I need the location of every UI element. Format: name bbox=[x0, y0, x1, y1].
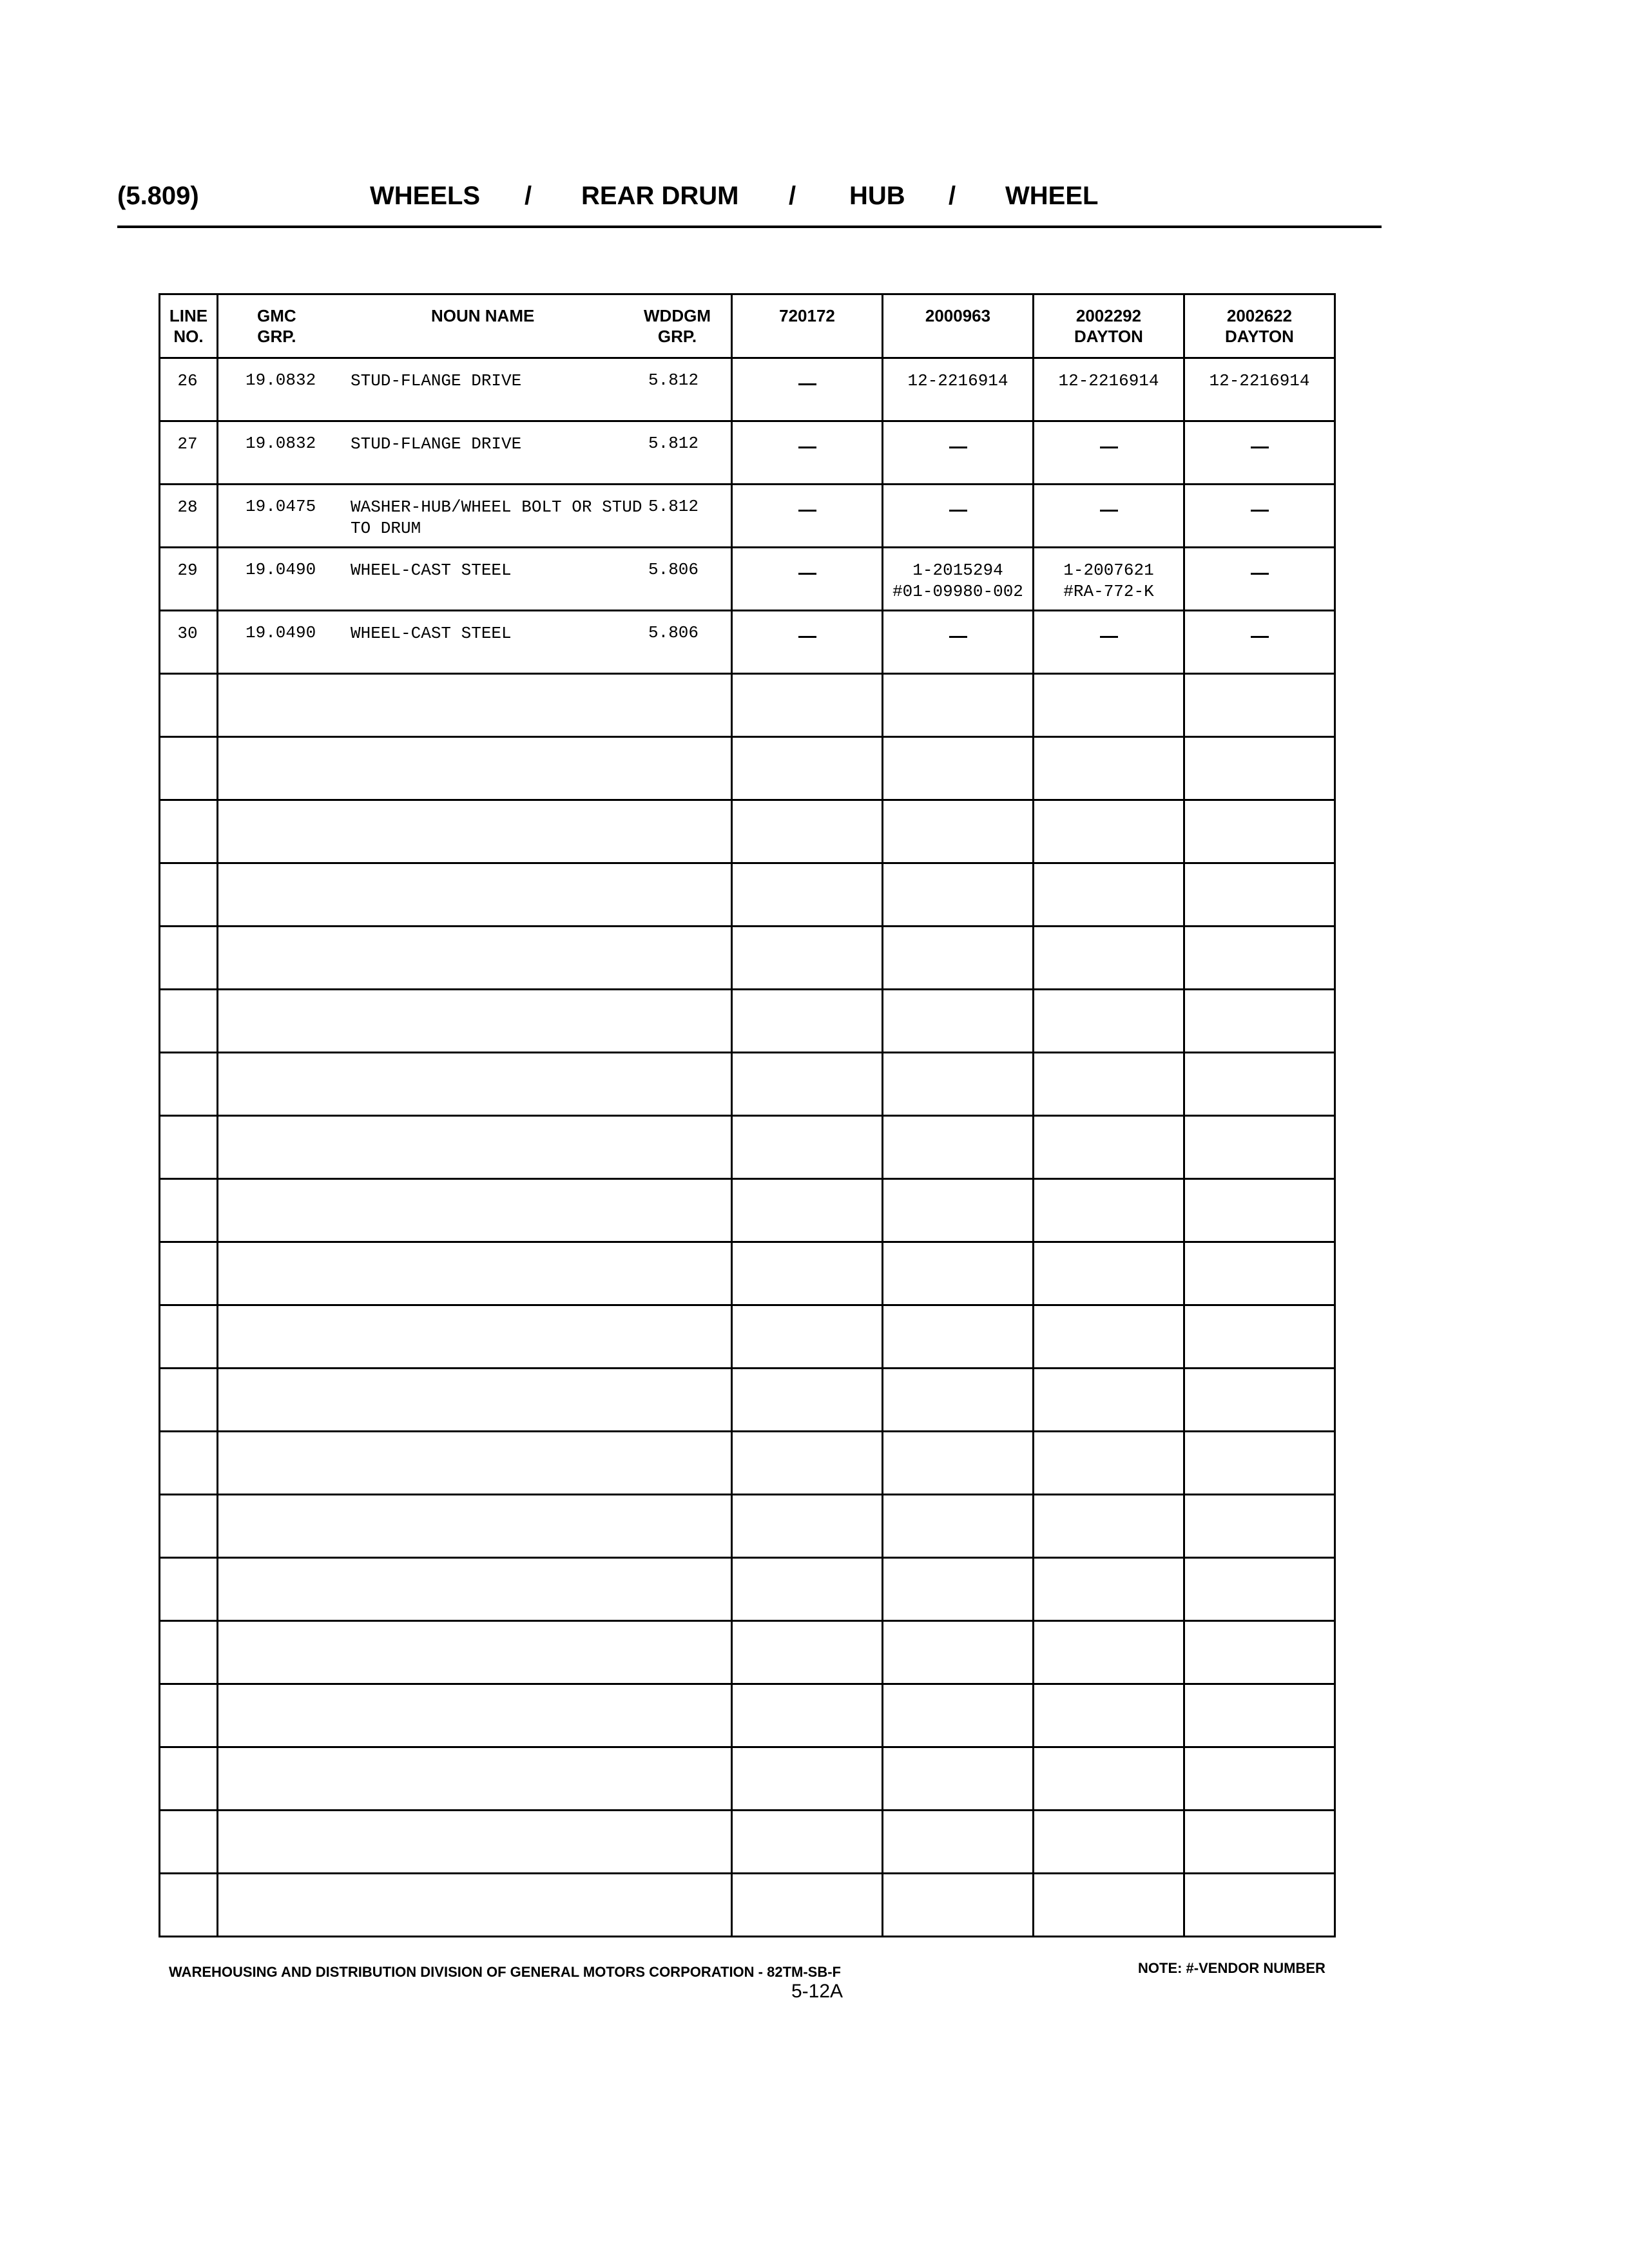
empty-cell bbox=[883, 737, 1034, 800]
table-row bbox=[160, 1116, 1335, 1179]
col-description-group bbox=[218, 294, 732, 358]
not-applicable-dash bbox=[1251, 510, 1269, 512]
empty-cell bbox=[160, 737, 218, 800]
title-wheels: WHEELS bbox=[370, 182, 481, 210]
empty-cell bbox=[883, 1684, 1034, 1747]
table-row bbox=[160, 611, 1335, 674]
empty-cell bbox=[732, 927, 883, 990]
empty-cell bbox=[1034, 990, 1184, 1053]
wddgm-group: 5.812 bbox=[648, 497, 699, 516]
part-number-c4 bbox=[1184, 421, 1335, 485]
noun-name: STUD-FLANGE DRIVE bbox=[351, 434, 522, 454]
table-row bbox=[160, 1684, 1335, 1747]
empty-cell bbox=[1184, 1495, 1335, 1558]
wddgm-group: 5.806 bbox=[648, 560, 699, 579]
empty-cell bbox=[218, 1558, 732, 1621]
table-row bbox=[160, 1179, 1335, 1242]
gmc-group: 19.0832 bbox=[246, 434, 316, 453]
part-number-c3 bbox=[1034, 485, 1184, 548]
empty-cell bbox=[160, 1684, 218, 1747]
wddgm-group: 5.812 bbox=[648, 434, 699, 453]
empty-cell bbox=[1034, 737, 1184, 800]
empty-cell bbox=[1034, 1621, 1184, 1684]
col-2002292-dayton: 2002292 DAYTON bbox=[1034, 294, 1184, 358]
table-row bbox=[160, 1369, 1335, 1432]
footer-publisher: WAREHOUSING AND DISTRIBUTION DIVISION OF GENERAL MOTORS CORPORATION - 82TM-SB-F bbox=[169, 1964, 841, 1980]
empty-cell bbox=[1184, 1242, 1335, 1305]
empty-cell bbox=[1184, 1179, 1335, 1242]
empty-cell bbox=[160, 1179, 218, 1242]
not-applicable-dash bbox=[1100, 636, 1118, 638]
table-row bbox=[160, 1811, 1335, 1874]
empty-cell bbox=[1034, 1558, 1184, 1621]
empty-cell bbox=[1034, 1179, 1184, 1242]
empty-cell bbox=[732, 1684, 883, 1747]
part-number-c1 bbox=[732, 485, 883, 548]
empty-cell bbox=[732, 1369, 883, 1432]
empty-cell bbox=[883, 863, 1034, 927]
part-number-c1 bbox=[732, 611, 883, 674]
table-row bbox=[160, 1747, 1335, 1811]
table-row bbox=[160, 863, 1335, 927]
empty-cell bbox=[732, 1116, 883, 1179]
part-number-c4: 12-2216914 bbox=[1184, 358, 1335, 421]
empty-cell bbox=[732, 990, 883, 1053]
part-number-c3: 12-2216914 bbox=[1034, 358, 1184, 421]
empty-cell bbox=[1034, 674, 1184, 737]
empty-cell bbox=[883, 1053, 1034, 1116]
empty-cell bbox=[732, 737, 883, 800]
empty-cell bbox=[732, 1874, 883, 1937]
empty-cell bbox=[1184, 674, 1335, 737]
empty-cell bbox=[1184, 1116, 1335, 1179]
not-applicable-dash bbox=[1251, 447, 1269, 448]
gmc-group: 19.0475 bbox=[246, 497, 316, 516]
col-gmc-grp: GMC GRP. bbox=[257, 306, 296, 346]
part-number-c2: 1-2015294 #01-09980-002 bbox=[883, 548, 1034, 611]
part-description bbox=[218, 548, 732, 611]
part-number-c4 bbox=[1184, 485, 1335, 548]
empty-cell bbox=[160, 990, 218, 1053]
empty-cell bbox=[732, 1242, 883, 1305]
title-separator: / bbox=[525, 182, 532, 210]
part-number-c1 bbox=[732, 421, 883, 485]
empty-cell bbox=[1184, 1432, 1335, 1495]
table-row bbox=[160, 1053, 1335, 1116]
table-row bbox=[160, 1305, 1335, 1369]
col-720172: 720172 bbox=[732, 294, 883, 358]
col-2002622-dayton: 2002622 DAYTON bbox=[1184, 294, 1335, 358]
title-rear-drum: REAR DRUM bbox=[581, 182, 739, 210]
not-applicable-dash bbox=[1251, 573, 1269, 575]
empty-cell bbox=[218, 1432, 732, 1495]
empty-cell bbox=[160, 1053, 218, 1116]
empty-cell bbox=[883, 1116, 1034, 1179]
empty-cell bbox=[160, 674, 218, 737]
part-number-c3 bbox=[1034, 611, 1184, 674]
empty-cell bbox=[160, 927, 218, 990]
empty-cell bbox=[883, 1621, 1034, 1684]
part-number-c3: 1-2007621 #RA-772-K bbox=[1034, 548, 1184, 611]
empty-cell bbox=[1184, 1621, 1335, 1684]
empty-cell bbox=[218, 1495, 732, 1558]
not-applicable-dash bbox=[949, 636, 967, 638]
empty-cell bbox=[883, 674, 1034, 737]
empty-cell bbox=[883, 1305, 1034, 1369]
empty-cell bbox=[1034, 1305, 1184, 1369]
line-number: 27 bbox=[160, 421, 218, 485]
empty-cell bbox=[218, 1747, 732, 1811]
section-number: (5.809) bbox=[117, 182, 199, 210]
empty-cell bbox=[883, 1432, 1034, 1495]
empty-cell bbox=[732, 1558, 883, 1621]
noun-name: WHEEL-CAST STEEL bbox=[351, 624, 512, 643]
empty-cell bbox=[1034, 800, 1184, 863]
table-header-row bbox=[160, 294, 1335, 358]
empty-cell bbox=[1184, 863, 1335, 927]
empty-cell bbox=[1034, 1432, 1184, 1495]
title-wheel: WHEEL bbox=[1005, 182, 1099, 210]
title-separator: / bbox=[949, 182, 956, 210]
part-description bbox=[218, 611, 732, 674]
empty-cell bbox=[218, 927, 732, 990]
empty-cell bbox=[1034, 1874, 1184, 1937]
table-row bbox=[160, 800, 1335, 863]
empty-cell bbox=[160, 800, 218, 863]
empty-cell bbox=[160, 1432, 218, 1495]
part-description bbox=[218, 421, 732, 485]
footer-note: NOTE: #-VENDOR NUMBER bbox=[1138, 1960, 1325, 1976]
line-number: 28 bbox=[160, 485, 218, 548]
empty-cell bbox=[732, 1179, 883, 1242]
empty-cell bbox=[218, 1053, 732, 1116]
table-row bbox=[160, 674, 1335, 737]
empty-cell bbox=[1184, 1684, 1335, 1747]
noun-name: STUD-FLANGE DRIVE bbox=[351, 371, 522, 390]
empty-cell bbox=[1034, 1811, 1184, 1874]
not-applicable-dash bbox=[1100, 447, 1118, 448]
empty-cell bbox=[883, 1747, 1034, 1811]
empty-cell bbox=[1034, 1747, 1184, 1811]
empty-cell bbox=[218, 1874, 732, 1937]
empty-cell bbox=[218, 674, 732, 737]
table-row bbox=[160, 1874, 1335, 1937]
gmc-group: 19.0490 bbox=[246, 560, 316, 579]
part-number-c1 bbox=[732, 548, 883, 611]
empty-cell bbox=[160, 1558, 218, 1621]
empty-cell bbox=[160, 1495, 218, 1558]
empty-cell bbox=[883, 1874, 1034, 1937]
not-applicable-dash bbox=[798, 383, 816, 385]
empty-cell bbox=[1184, 927, 1335, 990]
empty-cell bbox=[218, 1305, 732, 1369]
empty-cell bbox=[160, 1305, 218, 1369]
empty-cell bbox=[732, 1621, 883, 1684]
empty-cell bbox=[1184, 1053, 1335, 1116]
empty-cell bbox=[1184, 990, 1335, 1053]
empty-cell bbox=[160, 863, 218, 927]
part-number-c2: 12-2216914 bbox=[883, 358, 1034, 421]
empty-cell bbox=[883, 927, 1034, 990]
empty-cell bbox=[160, 1369, 218, 1432]
empty-cell bbox=[883, 1179, 1034, 1242]
part-number-c3 bbox=[1034, 421, 1184, 485]
empty-cell bbox=[160, 1116, 218, 1179]
empty-cell bbox=[218, 1684, 732, 1747]
empty-cell bbox=[1034, 1116, 1184, 1179]
empty-cell bbox=[218, 1179, 732, 1242]
table-row bbox=[160, 1242, 1335, 1305]
part-number-c2 bbox=[883, 485, 1034, 548]
empty-cell bbox=[883, 800, 1034, 863]
table-row bbox=[160, 421, 1335, 485]
empty-cell bbox=[218, 990, 732, 1053]
page-number: 5-12A bbox=[791, 1981, 843, 2002]
table-row bbox=[160, 990, 1335, 1053]
empty-cell bbox=[732, 1811, 883, 1874]
not-applicable-dash bbox=[949, 447, 967, 448]
empty-cell bbox=[1184, 1874, 1335, 1937]
empty-cell bbox=[218, 1369, 732, 1432]
empty-cell bbox=[883, 1242, 1034, 1305]
empty-cell bbox=[1034, 927, 1184, 990]
empty-cell bbox=[883, 1558, 1034, 1621]
empty-cell bbox=[1184, 800, 1335, 863]
not-applicable-dash bbox=[1100, 510, 1118, 512]
empty-cell bbox=[160, 1874, 218, 1937]
part-number-c4 bbox=[1184, 548, 1335, 611]
not-applicable-dash bbox=[949, 510, 967, 512]
part-number-c4 bbox=[1184, 611, 1335, 674]
part-description bbox=[218, 358, 732, 421]
empty-cell bbox=[218, 1621, 732, 1684]
empty-cell bbox=[1184, 737, 1335, 800]
not-applicable-dash bbox=[798, 510, 816, 512]
empty-cell bbox=[732, 1305, 883, 1369]
col-noun-name: NOUN NAME bbox=[431, 306, 535, 325]
empty-cell bbox=[1184, 1811, 1335, 1874]
empty-cell bbox=[1034, 1053, 1184, 1116]
table-row bbox=[160, 1558, 1335, 1621]
empty-cell bbox=[218, 737, 732, 800]
empty-cell bbox=[732, 674, 883, 737]
part-description bbox=[218, 485, 732, 548]
empty-cell bbox=[218, 1242, 732, 1305]
col-wddgm-grp: WDDGM GRP. bbox=[644, 306, 711, 346]
empty-cell bbox=[218, 863, 732, 927]
empty-cell bbox=[160, 1747, 218, 1811]
empty-cell bbox=[218, 1116, 732, 1179]
empty-cell bbox=[883, 1811, 1034, 1874]
col-2000963: 2000963 bbox=[883, 294, 1034, 358]
empty-cell bbox=[1184, 1305, 1335, 1369]
title-separator: / bbox=[789, 182, 796, 210]
not-applicable-dash bbox=[798, 447, 816, 448]
empty-cell bbox=[1034, 1684, 1184, 1747]
empty-cell bbox=[883, 1495, 1034, 1558]
table-row bbox=[160, 1621, 1335, 1684]
empty-cell bbox=[160, 1242, 218, 1305]
wddgm-group: 5.806 bbox=[648, 623, 699, 642]
empty-cell bbox=[1184, 1747, 1335, 1811]
not-applicable-dash bbox=[798, 636, 816, 638]
line-number: 29 bbox=[160, 548, 218, 611]
noun-name: WHEEL-CAST STEEL bbox=[351, 561, 512, 580]
part-number-c2 bbox=[883, 611, 1034, 674]
empty-cell bbox=[160, 1811, 218, 1874]
empty-cell bbox=[1034, 1242, 1184, 1305]
empty-cell bbox=[1034, 1369, 1184, 1432]
parts-table bbox=[159, 293, 1336, 1937]
line-number: 26 bbox=[160, 358, 218, 421]
empty-cell bbox=[1034, 1495, 1184, 1558]
page-header bbox=[117, 174, 1382, 228]
empty-cell bbox=[883, 990, 1034, 1053]
noun-name: WASHER-HUB/WHEEL BOLT OR STUD TO DRUM bbox=[351, 497, 642, 538]
empty-cell bbox=[1184, 1369, 1335, 1432]
empty-cell bbox=[732, 863, 883, 927]
table-row bbox=[160, 927, 1335, 990]
empty-cell bbox=[218, 800, 732, 863]
table-row bbox=[160, 737, 1335, 800]
empty-cell bbox=[732, 800, 883, 863]
line-number: 30 bbox=[160, 611, 218, 674]
empty-cell bbox=[160, 1621, 218, 1684]
gmc-group: 19.0832 bbox=[246, 370, 316, 390]
col-line-no: LINE NO. bbox=[160, 294, 218, 358]
part-number-c2 bbox=[883, 421, 1034, 485]
not-applicable-dash bbox=[1251, 636, 1269, 638]
not-applicable-dash bbox=[798, 573, 816, 575]
empty-cell bbox=[1184, 1558, 1335, 1621]
empty-cell bbox=[218, 1811, 732, 1874]
title-hub: HUB bbox=[849, 182, 905, 210]
empty-cell bbox=[1034, 863, 1184, 927]
empty-cell bbox=[732, 1747, 883, 1811]
empty-cell bbox=[732, 1053, 883, 1116]
gmc-group: 19.0490 bbox=[246, 623, 316, 642]
empty-cell bbox=[732, 1495, 883, 1558]
wddgm-group: 5.812 bbox=[648, 370, 699, 390]
table-row bbox=[160, 485, 1335, 548]
table-row bbox=[160, 1495, 1335, 1558]
empty-cell bbox=[883, 1369, 1034, 1432]
table-row bbox=[160, 358, 1335, 421]
table-row bbox=[160, 548, 1335, 611]
table-row bbox=[160, 1432, 1335, 1495]
empty-cell bbox=[732, 1432, 883, 1495]
part-number-c1 bbox=[732, 358, 883, 421]
